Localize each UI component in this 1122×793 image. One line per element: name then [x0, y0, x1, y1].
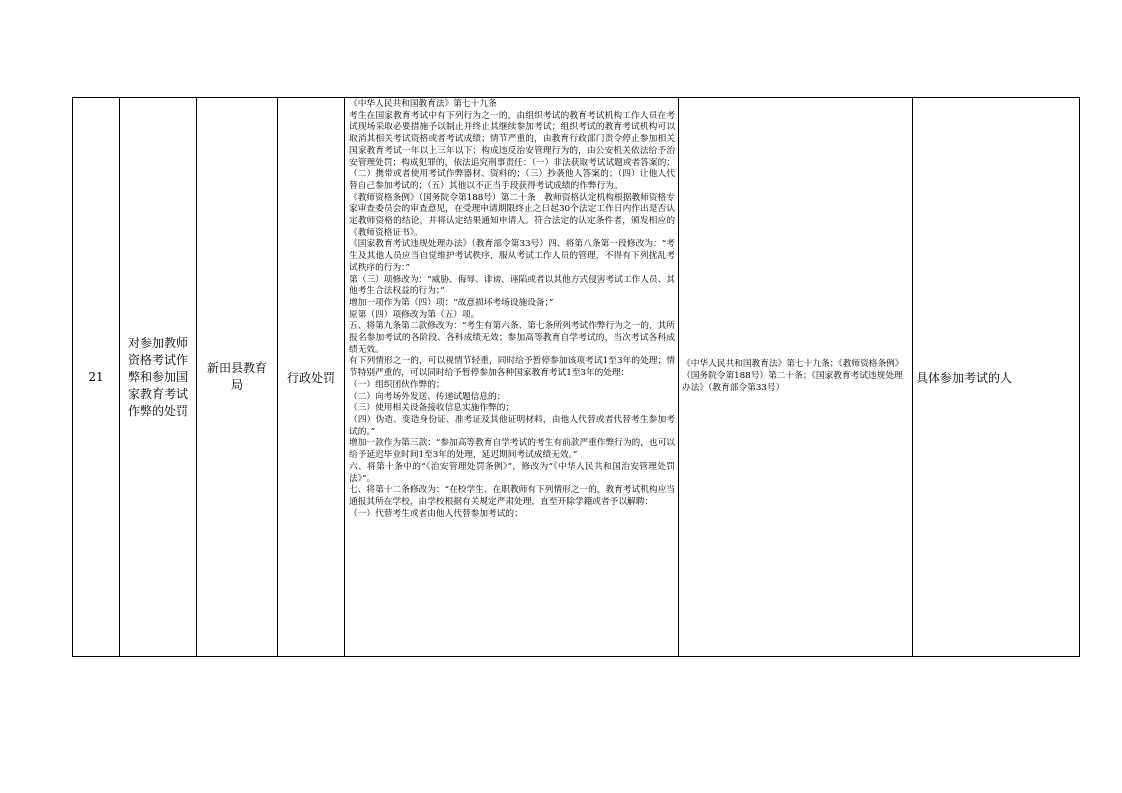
basis-paragraph: （三）使用相关设备接收信息实施作弊的； — [349, 403, 515, 414]
basis-paragraph: （一）代替考生或者由他人代替参加考试的； — [349, 508, 523, 519]
penalty-type: 行政处罚 — [278, 98, 345, 657]
basis-paragraph: 六、将第十条中的“《治安管理处罚条例》”，修改为“《中华人民共和国治安管理处罚法》”。 — [349, 461, 675, 484]
basis-paragraph: 原第（四）项修改为第（五）项。 — [349, 309, 480, 320]
basis-paragraph: （二）向考场外发送、传递试题信息的； — [349, 391, 506, 402]
basis-paragraph: 有下列情形之一的，可以视情节轻重，同时给予暂停参加该项考试1至3年的处理；情节特别严重的，可以同时给予暂停参加各种国家教育考试1至3年的处理： — [349, 356, 675, 379]
legal-reference: 《中华人民共和国教育法》第七十九条；《教师资格条例》（国务院令第188号）第二十条；《国家教育考试违规处理办法》（教育部令第33号） — [679, 98, 913, 657]
item-name: 对参加教师资格考试作弊和参加国家教育考试作弊的处罚 — [120, 98, 197, 657]
basis-paragraph: 五、将第九条第二款修改为：“考生有第六条、第七条所列考试作弊行为之一的，其所报名参加考试的各阶段、各科成绩无效；参加高等教育自学考试的，当次考试各科成绩无效。 — [349, 321, 675, 355]
target-subject: 具体参加考试的人 — [913, 98, 1080, 657]
basis-paragraph: 七、将第十二条修改为：“在校学生、在职教师有下列情形之一的，教育考试机构应当通报其所在学校，由学校根据有关规定严肃处理，直至开除学籍或者予以解聘： — [349, 485, 675, 507]
basis-paragraph: 考生在国家教育考试中有下列行为之一的，由组织考试的教育考试机构工作人员在考试现场采取必要措施予以制止并终止其继续参加考试；组织考试的教育考试机构可以取消其相关考试资格或者考试成绩；情节严重的，由教育行政部门责令停止参加相关国家教育考试一年以上三年以下；构成违反治安管理行为的，由公安机关依法给予治安管理处罚；构成犯罪的，依法追究刑事责任：（一）非法获取考试试题或者答案的；（二）携带或者使用考试作弊器材、资料的；（三）抄袭他人答案的；（四）让他人代替自己参加考试的；（五）其他以不正当手段获得考试成绩的作弊行为。 — [349, 110, 675, 191]
basis-paragraph: 《国家教育考试违规处理办法》（教育部令第33号）四、将第八条第一段修改为：“考生及其他人员应当自觉维护考试秩序，服从考试工作人员的管理，不得有下列扰乱考试秩序的行为：” — [349, 239, 675, 273]
basis-paragraph: （一）组织团伙作弊的； — [349, 379, 445, 390]
basis-paragraph: 《中华人民共和国教育法》第七十九条 — [349, 99, 497, 109]
department: 新田县教育局 — [197, 98, 278, 657]
row-number: 21 — [73, 98, 120, 657]
legal-basis — [345, 98, 679, 657]
basis-paragraph: 增加一项作为第（四）项：“故意损坏考场设施设备；” — [349, 297, 554, 308]
basis-paragraph: （四）伪造、变造身份证、准考证及其他证明材料，由他人代替或者代替考生参加考试的。” — [349, 414, 675, 437]
table-row — [73, 98, 1080, 657]
basis-paragraph: 《教师资格条例》（国务院令第188号）第二十条 教师资格认定机构根据教师资格专家审查委员会的审查意见，在受理申请期限终止之日起30个法定工作日内作出是否认定教师资格的结论，并将认定结果通知申请人。符合法定的认定条件者，颁发相应的《教师资格证书》。 — [349, 192, 675, 238]
basis-paragraph: 第（三）项修改为：“威胁、侮辱、诽谤、诬陷或者以其他方式侵害考试工作人员、其他考生合法权益的行为；” — [349, 274, 675, 297]
record-table — [72, 97, 1080, 657]
basis-paragraph: 增加一款作为第三款：“参加高等教育自学考试的考生有前款严重作弊行为的，也可以给予延迟毕业时间1至3年的处理，延迟期间考试成绩无效。” — [349, 438, 675, 461]
